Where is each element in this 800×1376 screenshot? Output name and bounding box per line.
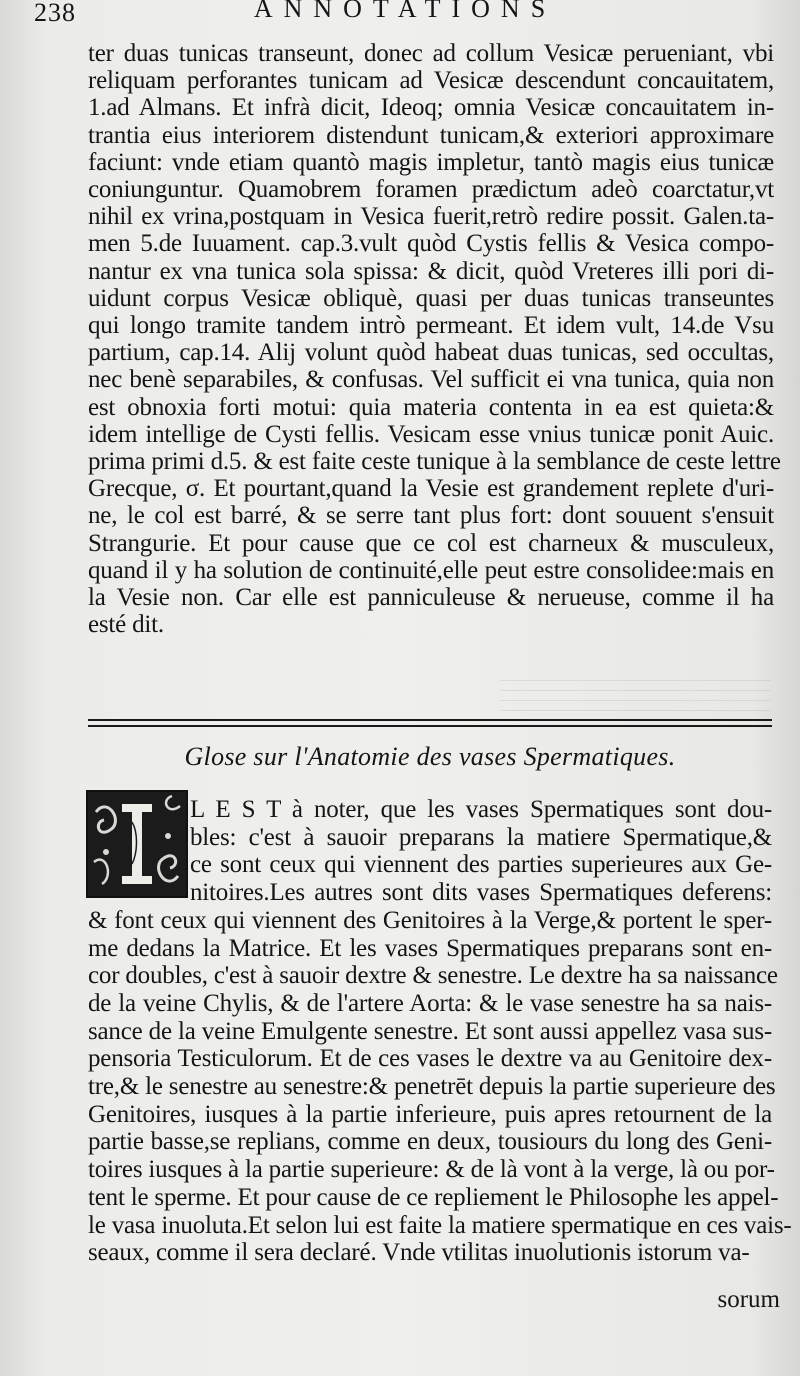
section-rule-thin (88, 725, 772, 727)
page-header (30, 0, 780, 28)
text-line: prima primi d.5. & est faite ceste tunique à la semblance de ceste lettre (88, 448, 781, 476)
text-line: tent le sperme. Et pour cause de ce repliement le Philosophe les appel- (88, 1183, 779, 1211)
text-line: faciunt: vnde etiam quantò magis impletur, tantò magis eius tunicæ (88, 148, 774, 176)
section-heading: Glose sur l'Anatomie des vases Spermatiques. (184, 742, 676, 771)
text-line: toires iusques à la partie superieure: & de là vont à la verge, là ou por- (88, 1156, 775, 1184)
text-line: de la veine Chylis, & de l'artere Aorta: & le vase senestre ha sa nais- (88, 989, 772, 1017)
page-number: 238 (34, 0, 76, 27)
text-line: esté dit. (88, 611, 164, 639)
text-line: Genitoires, iusques à la partie inferieure, puis apres retournent de la (88, 1100, 772, 1128)
text-line: le vasa inuoluta.Et selon lui est faite la matiere spermatique en ces vais- (88, 1211, 792, 1239)
gloss-text-block (88, 796, 792, 1267)
text-line: Strangurie. Et pour cause que ce col est charneux & musculeux, (88, 529, 774, 557)
section-rule-thick (88, 719, 772, 721)
catchword: sorum (717, 1286, 780, 1313)
text-line: uidunt corpus Vesicæ obliquè, quasi per duas tunicas transeuntes (88, 284, 774, 312)
text-line: nitoires.Les autres sont dits vases Spermatiques deferens: (190, 879, 772, 907)
text-line: L E S T à noter, que les vases Spermatiques sont dou- (190, 796, 772, 823)
text-line: nec benè separabiles, & confusas. Vel sufficit ei vna tunica, quia non (88, 366, 774, 394)
text-line: idem intellige de Cysti fellis. Vesicam esse vnius tunicæ ponit Auic. (88, 420, 774, 448)
annotation-text-block (88, 40, 781, 639)
text-line: sance de la veine Emulgente senestre. Et sont aussi appellez vasa sus- (88, 1017, 772, 1045)
text-line: partium, cap.14. Alij volunt quòd habeat duas tunicas, sed occultas, (88, 339, 774, 367)
text-line: me dedans la Matrice. Et les vases Spermatiques preparans sont en- (88, 934, 772, 962)
text-line: ne, le col est barré, & se serre tant plus fort: dont souuent s'ensuit (88, 502, 774, 530)
running-head: ANNOTATIONS (253, 0, 557, 23)
text-line: nihil ex vrina,postquam in Vesica fuerit,retrò redire possit. Galen.ta- (88, 203, 774, 231)
text-line: la Vesie non. Car elle est panniculeuse & nerueuse, comme il ha (88, 584, 774, 612)
text-line: quand il y ha solution de continuité,elle peut estre consolidee:mais en (88, 556, 774, 584)
text-line: bles: c'est à sauoir preparans la matiere Spermatique,& (190, 823, 772, 851)
text-line: & font ceux qui viennent des Genitoires à la Verge,& portent le sper- (88, 906, 772, 934)
text-line: coniunguntur. Quamobrem foramen prædictum adeò coarctatur,vt (88, 176, 774, 204)
text-line: men 5.de Iuuament. cap.3.vult quòd Cystis fellis & Vesica compo- (88, 230, 774, 258)
text-line: est obnoxia forti motui: quia materia contenta in ea est quieta:& (88, 393, 774, 421)
text-line: trantia eius interiorem distendunt tunicam,& exteriori approximare (88, 121, 774, 149)
text-line: cor doubles, c'est à sauoir dextre & senestre. Le dextre ha sa naissance (88, 962, 778, 990)
text-line: nantur ex vna tunica sola spissa: & dicit, quòd Vreteres illi pori di- (88, 257, 774, 285)
text-line: ter duas tunicas transeunt, donec ad collum Vesicæ perueniant, vbi (88, 40, 774, 67)
show-through-texture (500, 676, 770, 720)
text-line: pensoria Testiculorum. Et de ces vases le dextre va au Genitoire dex- (88, 1045, 772, 1073)
text-line: reliquam perforantes tunicam ad Vesicæ descendunt concauitatem, (88, 67, 774, 95)
text-line: tre,& le senestre au senestre:& penetrēt depuis la partie superieure des (88, 1073, 776, 1101)
text-line: seaux, comme il sera declaré. Vnde vtilitas inuolutionis istorum va- (88, 1239, 750, 1267)
text-line: qui longo tramite tandem intrò permeant. Et idem vult, 14.de Vsu (88, 312, 774, 340)
text-line: ce sont ceux qui viennent des parties superieures aux Ge- (190, 851, 772, 879)
text-line: Grecque, σ. Et pourtant,quand la Vesie est grandement replete d'uri- (88, 475, 774, 503)
text-line: 1.ad Almans. Et infrà dicit, Ideoq; omnia Vesicæ concauitatem in- (88, 94, 774, 122)
text-line: partie basse,se replians, comme en deux, tousiours du long des Geni- (88, 1128, 772, 1156)
